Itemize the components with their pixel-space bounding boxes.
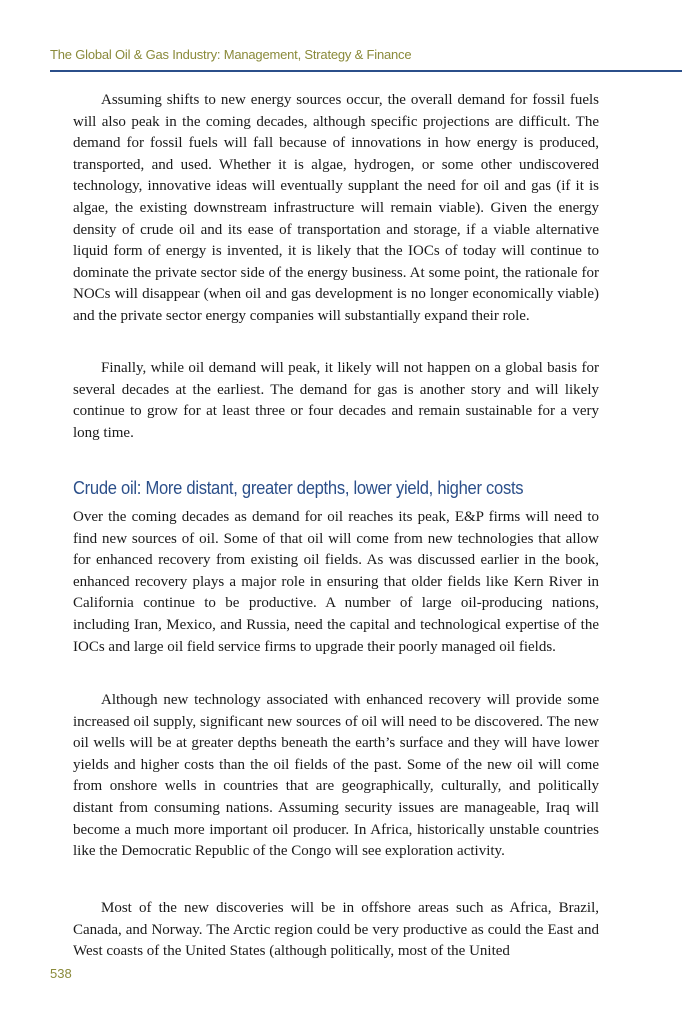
paragraph-enhanced-recovery bbox=[73, 690, 599, 863]
paragraph-text: Finally, while oil demand will peak, it likely will not happen on a global basis for several decades at the earliest. The demand for gas is another story and will likely continue to grow for at least three or four decades and remain sustainable for a very long time. bbox=[73, 360, 599, 441]
section-heading: Crude oil: More distant, greater depths, lower yield, higher costs bbox=[73, 478, 524, 498]
paragraph-text: Most of the new discoveries will be in offshore areas such as Africa, Brazil, Canada, and Norway. The Arctic region could be very productive as could the East and West coasts of the United States (although politically, most of the United bbox=[73, 900, 599, 960]
paragraph-text: Over the coming decades as demand for oil reaches its peak, E&P firms will need to find new sources of oil. Some of that oil will come from new technologies that allow for enhanced recovery from existing oil fields. As was discussed earlier in the book, enhanced recovery plays a major role in ensuring that older fields like Kern River in California continue to be productive. A number of large oil-producing nations, including Iran, Mexico, and Russia, need the capital and technological expertise of the IOCs and large oil field service firms to upgrade their poorly managed oil fields. bbox=[73, 509, 599, 655]
paragraph-offshore-discoveries bbox=[73, 898, 599, 963]
running-header: The Global Oil & Gas Industry: Management, Strategy & Finance bbox=[50, 47, 412, 62]
paragraph-text: Although new technology associated with enhanced recovery will provide some increased oil supply, significant new sources of oil will need to be discovered. The new oil wells will be at greater depths beneath the earth’s surface and they will have lower yields and higher costs than the oil fields of the past. Some of the new oil will come from onshore wells in countries that are geographically, culturally, and politically distant from consuming nations. Assuming security issues are manageable, Iraq will become a much more important oil producer. In Africa, historically unstable countries like the Democratic Republic of the Congo will see exploration activity. bbox=[73, 692, 599, 860]
page-number: 538 bbox=[50, 966, 72, 981]
paragraph-text: Assuming shifts to new energy sources occur, the overall demand for fossil fuels will also peak in the coming decades, although specific projections are difficult. The demand for fossil fuels will fall because of innovations in how energy is produced, transported, and used. Whether it is algae, hydrogen, or some other undiscovered technology, innovative ideas will eventually supplant the need for oil and gas (if it is algae, the existing downstream infrastructure will remain viable). Given the energy density of crude oil and its ease of transportation and storage, if a viable alternative liquid form of energy is invented, it is likely that the IOCs of today will continue to dominate the private sector side of the energy business. At some point, the rationale for NOCs will disappear (when oil and gas development is no longer economically viable) and the private sector energy companies will substantially expand their role. bbox=[73, 92, 599, 324]
paragraph-oil-demand-peak bbox=[73, 358, 599, 444]
header-rule bbox=[50, 70, 682, 72]
paragraph-new-sources bbox=[73, 507, 599, 658]
paragraph-energy-demand bbox=[73, 90, 599, 328]
